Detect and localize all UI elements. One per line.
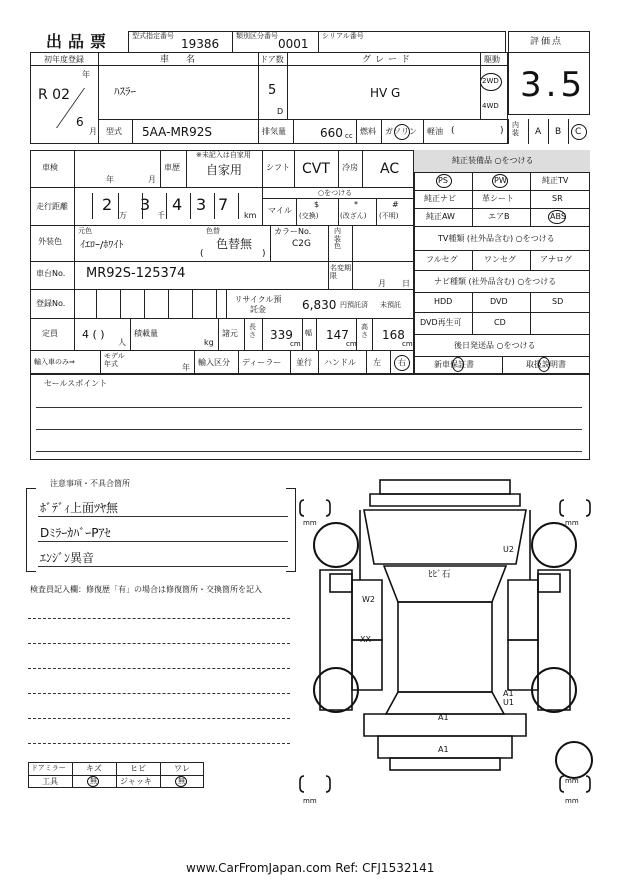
equip-header: 純正装備品 ○をつける bbox=[452, 156, 534, 165]
tv-analog: アナログ bbox=[540, 255, 572, 264]
legend-jack: ジャッキ bbox=[120, 777, 152, 786]
legend-scratch: キズ bbox=[86, 764, 102, 773]
equip-navi: 純正ナビ bbox=[424, 194, 456, 203]
mark-w2: W2 bbox=[362, 595, 375, 604]
model-type-value: 5AA-MR92S bbox=[142, 125, 213, 139]
inspection-label: 車検 bbox=[42, 163, 58, 172]
doors-suffix: D bbox=[277, 107, 284, 116]
equip-abs-circle bbox=[548, 210, 566, 224]
mark-u1-side: U1 bbox=[503, 698, 514, 707]
equip-tv: 純正TV bbox=[542, 176, 569, 185]
inspection-year: 年 bbox=[106, 175, 114, 184]
score-value: 3.5 bbox=[520, 65, 587, 105]
meter-exchange: (交換) bbox=[299, 212, 319, 220]
meter-exchange-symbol: $ bbox=[314, 200, 320, 209]
class-label: 類別区分番号 bbox=[236, 32, 278, 40]
later-warranty: 新車保証書 bbox=[434, 360, 474, 369]
navi-hdd: HDD bbox=[434, 297, 453, 306]
note-line-1: ﾎﾞﾃﾞｨ上面ﾂﾔ無 bbox=[40, 501, 119, 515]
name-change-month: 月 bbox=[378, 279, 386, 288]
width-unit: cm bbox=[346, 340, 357, 348]
tire-mm-rear-right: mm bbox=[565, 797, 579, 805]
recycle-unit: 円預託済 bbox=[340, 301, 368, 309]
legend-tools: 工具 bbox=[42, 777, 58, 786]
model-year-unit: 年 bbox=[182, 363, 190, 372]
recycle-label: リサイクル預託金 bbox=[234, 295, 282, 314]
import-class-label: 輸入区分 bbox=[198, 358, 230, 367]
tv-fullseg: フルセグ bbox=[426, 255, 458, 264]
color-label: 外装色 bbox=[38, 237, 62, 246]
model-year-label: モデル年式 bbox=[104, 352, 125, 368]
history-value: 自家用 bbox=[206, 163, 243, 177]
interior-c: C bbox=[575, 127, 582, 137]
sales-point-label: セールスポイント bbox=[44, 379, 108, 388]
equip-sr: SR bbox=[552, 194, 563, 203]
equip-abs: ABS bbox=[550, 212, 566, 221]
legend-mirror: ドアミラー bbox=[31, 764, 66, 772]
fuel-open: ( bbox=[451, 126, 455, 136]
reg-label: 登録No. bbox=[36, 299, 66, 308]
equip-pw-circle bbox=[492, 174, 508, 188]
equip-ps: PS bbox=[438, 176, 448, 185]
fuel-label: 燃料 bbox=[360, 127, 376, 136]
ac-label: 冷房 bbox=[342, 163, 358, 172]
color-no-label: カラーNo. bbox=[274, 227, 312, 236]
capacity-label: 定員 bbox=[42, 329, 58, 338]
recycle-not: 未預託 bbox=[380, 301, 401, 309]
mark-windshield: ﾋﾋﾞ石 bbox=[428, 570, 451, 580]
fuel-light: 軽油 bbox=[427, 127, 443, 136]
first-reg-label: 初年度登録 bbox=[44, 55, 84, 64]
chassis-value: MR92S-125374 bbox=[86, 266, 186, 281]
color-paren-open: ( bbox=[200, 249, 204, 259]
car-damage-diagram bbox=[290, 470, 600, 810]
legend-jack-val: 無 bbox=[178, 777, 185, 785]
mark-xx: XX bbox=[360, 635, 371, 644]
displacement-label: 排気量 bbox=[262, 127, 286, 136]
handle-left: 左 bbox=[373, 358, 381, 367]
interior-a: A bbox=[535, 127, 542, 137]
dealer-label: ディーラー bbox=[242, 358, 282, 367]
handle-right-circle bbox=[394, 355, 410, 371]
serial-label: シリアル番号 bbox=[322, 32, 364, 40]
color-change-value: 色替無 bbox=[216, 237, 253, 251]
inspection-month: 月 bbox=[148, 175, 156, 184]
height-unit: cm bbox=[402, 340, 413, 348]
drive-2wd: 2WD bbox=[482, 77, 499, 85]
interior-label: 内装 bbox=[512, 121, 519, 137]
class-no: 0001 bbox=[278, 37, 309, 51]
navi-dvd: DVD bbox=[490, 297, 508, 306]
legend-jack-circle bbox=[175, 776, 187, 787]
doors-label: ドア数 bbox=[260, 55, 284, 64]
notes-header: 注意事項・不具合箇所 bbox=[50, 479, 130, 488]
color-orig-label: 元色 bbox=[78, 227, 92, 235]
score-label: 評価点 bbox=[530, 37, 564, 47]
mileage-unit-man: 万 bbox=[119, 211, 127, 220]
model-cert-label: 型式指定番号 bbox=[132, 32, 174, 40]
shift-label: シフト bbox=[266, 163, 290, 172]
tv-header: TV種類 (社外品含む) ○をつける bbox=[438, 234, 555, 243]
history-label: 車歴 bbox=[164, 163, 180, 172]
later-warranty-circle bbox=[452, 357, 464, 372]
ac-value: AC bbox=[380, 161, 400, 177]
sheet-title: 出品票 bbox=[46, 32, 113, 51]
legend-crack: ヒビ bbox=[130, 764, 146, 773]
vehicle-name-label: 車 名 bbox=[160, 55, 200, 65]
note-line-3: ｴﾝｼﾞﾝ異音 bbox=[40, 551, 95, 565]
navi-cd: CD bbox=[494, 318, 506, 327]
tv-oneseg: ワンセグ bbox=[484, 255, 516, 264]
handle-label: ハンドル bbox=[324, 358, 356, 367]
color-change-label: 色替 bbox=[206, 227, 220, 235]
capacity-unit: 人 bbox=[118, 338, 126, 347]
equip-leather: 革シート bbox=[482, 194, 514, 203]
tire-mm-front-right: mm bbox=[565, 519, 579, 527]
load-unit: kg bbox=[204, 338, 214, 347]
navi-header: ナビ種類 (社外品含む) ○をつける bbox=[434, 277, 557, 286]
fuel-close: ) bbox=[500, 126, 504, 136]
fuel-gasoline: ガソリン bbox=[385, 127, 417, 136]
grade-value: HV G bbox=[370, 86, 401, 100]
recycle-value: 6,830 bbox=[302, 298, 337, 312]
meter-note: ○をつける bbox=[318, 189, 353, 197]
first-reg-month-unit: 月 bbox=[89, 127, 97, 136]
legend-tools-val: 無 bbox=[90, 777, 97, 785]
footer-watermark: www.CarFromJapan.com Ref: CFJ1532141 bbox=[186, 861, 435, 875]
history-note: ※未記入は自家用 bbox=[196, 151, 251, 159]
interior-color-label: 内装色 bbox=[334, 227, 341, 251]
navi-sd: SD bbox=[552, 297, 564, 306]
mileage-digit-4: 3 bbox=[196, 195, 207, 214]
height-label: 高さ bbox=[361, 323, 368, 339]
displacement-unit: cc bbox=[345, 132, 353, 140]
mark-a1-side: A1 bbox=[503, 689, 514, 698]
equip-ps-circle bbox=[436, 174, 452, 188]
later-header: 後日発送品 ○をつける bbox=[454, 341, 536, 350]
height-value: 168 bbox=[382, 328, 405, 342]
mark-a1-rear-lower: A1 bbox=[438, 745, 449, 754]
first-reg-month-val: 6 bbox=[76, 115, 84, 129]
parallel-label: 並行 bbox=[296, 358, 312, 367]
note-line-2: DﾐﾗｰｶﾊﾞｰPｱｾ bbox=[40, 526, 111, 540]
color-orig-value: ｲｴﾛｰ/ﾎﾜｲﾄ bbox=[80, 240, 124, 251]
name-change-label: 名変期限 bbox=[330, 264, 351, 280]
mark-u2: U2 bbox=[503, 545, 514, 554]
later-manual: 取扱説明書 bbox=[526, 360, 566, 369]
mileage-digit-3: 4 bbox=[172, 195, 183, 214]
equip-aw: 純正AW bbox=[426, 212, 455, 221]
first-reg-year-unit: 年 bbox=[82, 70, 90, 79]
spec-label: 諸元 bbox=[222, 329, 238, 338]
later-manual-circle bbox=[538, 357, 550, 372]
legend-break: ワレ bbox=[174, 764, 190, 773]
tire-mm-spare: mm bbox=[565, 777, 579, 785]
import-label: 輸入車のみ⇒ bbox=[34, 358, 75, 366]
length-unit: cm bbox=[290, 340, 301, 348]
capacity-value: 4 ( ) bbox=[82, 328, 105, 341]
load-label: 積載量 bbox=[134, 329, 158, 338]
shift-value: CVT bbox=[302, 161, 330, 177]
legend-tools-circle bbox=[87, 776, 99, 787]
chassis-label: 車台No. bbox=[36, 269, 66, 278]
interior-c-circle bbox=[571, 124, 587, 140]
vehicle-name-value: ﾊｽﾗｰ bbox=[114, 85, 136, 98]
length-value: 339 bbox=[270, 328, 293, 342]
mileage-unit-sen: 千 bbox=[157, 211, 165, 220]
grade-label: グレード bbox=[362, 55, 415, 65]
equip-pw: PW bbox=[494, 176, 507, 185]
width-label: 幅 bbox=[305, 329, 312, 337]
meter-tamper-symbol: * bbox=[354, 200, 358, 209]
width-value: 147 bbox=[326, 328, 349, 342]
drive-2wd-circle bbox=[480, 73, 502, 91]
mileage-label: 走行距離 bbox=[36, 202, 68, 211]
meter-unknown: (不明) bbox=[379, 212, 399, 220]
mark-a1-rear-upper: A1 bbox=[438, 713, 449, 722]
navi-dvd-play: DVD再生可 bbox=[420, 318, 462, 327]
mileage-digit-2: 3 bbox=[140, 195, 151, 214]
meter-unknown-symbol: # bbox=[392, 200, 399, 209]
meter-mile: マイル bbox=[268, 206, 292, 215]
tire-mm-front-left: mm bbox=[303, 519, 317, 527]
drive-label: 駆動 bbox=[484, 55, 500, 64]
model-type-label: 型式 bbox=[106, 127, 122, 136]
tire-mm-rear-left: mm bbox=[303, 797, 317, 805]
mileage-unit-km: km bbox=[244, 211, 257, 220]
interior-b: B bbox=[555, 127, 562, 137]
first-reg-era: R 02 bbox=[38, 87, 70, 103]
inspector-label: 検査員記入欄：修復歴「有」の場合は修復箇所・交換箇所を記入 bbox=[30, 585, 262, 594]
model-cert-no: 19386 bbox=[181, 37, 220, 51]
mileage-digit-5: 7 bbox=[218, 195, 229, 214]
meter-tamper: (改ざん) bbox=[340, 212, 367, 220]
handle-right: 右 bbox=[398, 358, 406, 367]
equip-airbag: エアB bbox=[488, 212, 510, 221]
length-label: 長さ bbox=[249, 323, 256, 339]
displacement-value: 660 bbox=[320, 126, 343, 140]
doors-value: 5 bbox=[268, 83, 277, 98]
color-no-value: C2G bbox=[292, 239, 311, 249]
sales-point-box bbox=[30, 374, 590, 460]
mileage-digit-1: 2 bbox=[102, 195, 113, 214]
drive-4wd: 4WD bbox=[482, 102, 499, 110]
color-paren-close: ) bbox=[262, 249, 266, 259]
fuel-gasoline-circle bbox=[394, 124, 410, 140]
name-change-day: 日 bbox=[402, 279, 410, 288]
